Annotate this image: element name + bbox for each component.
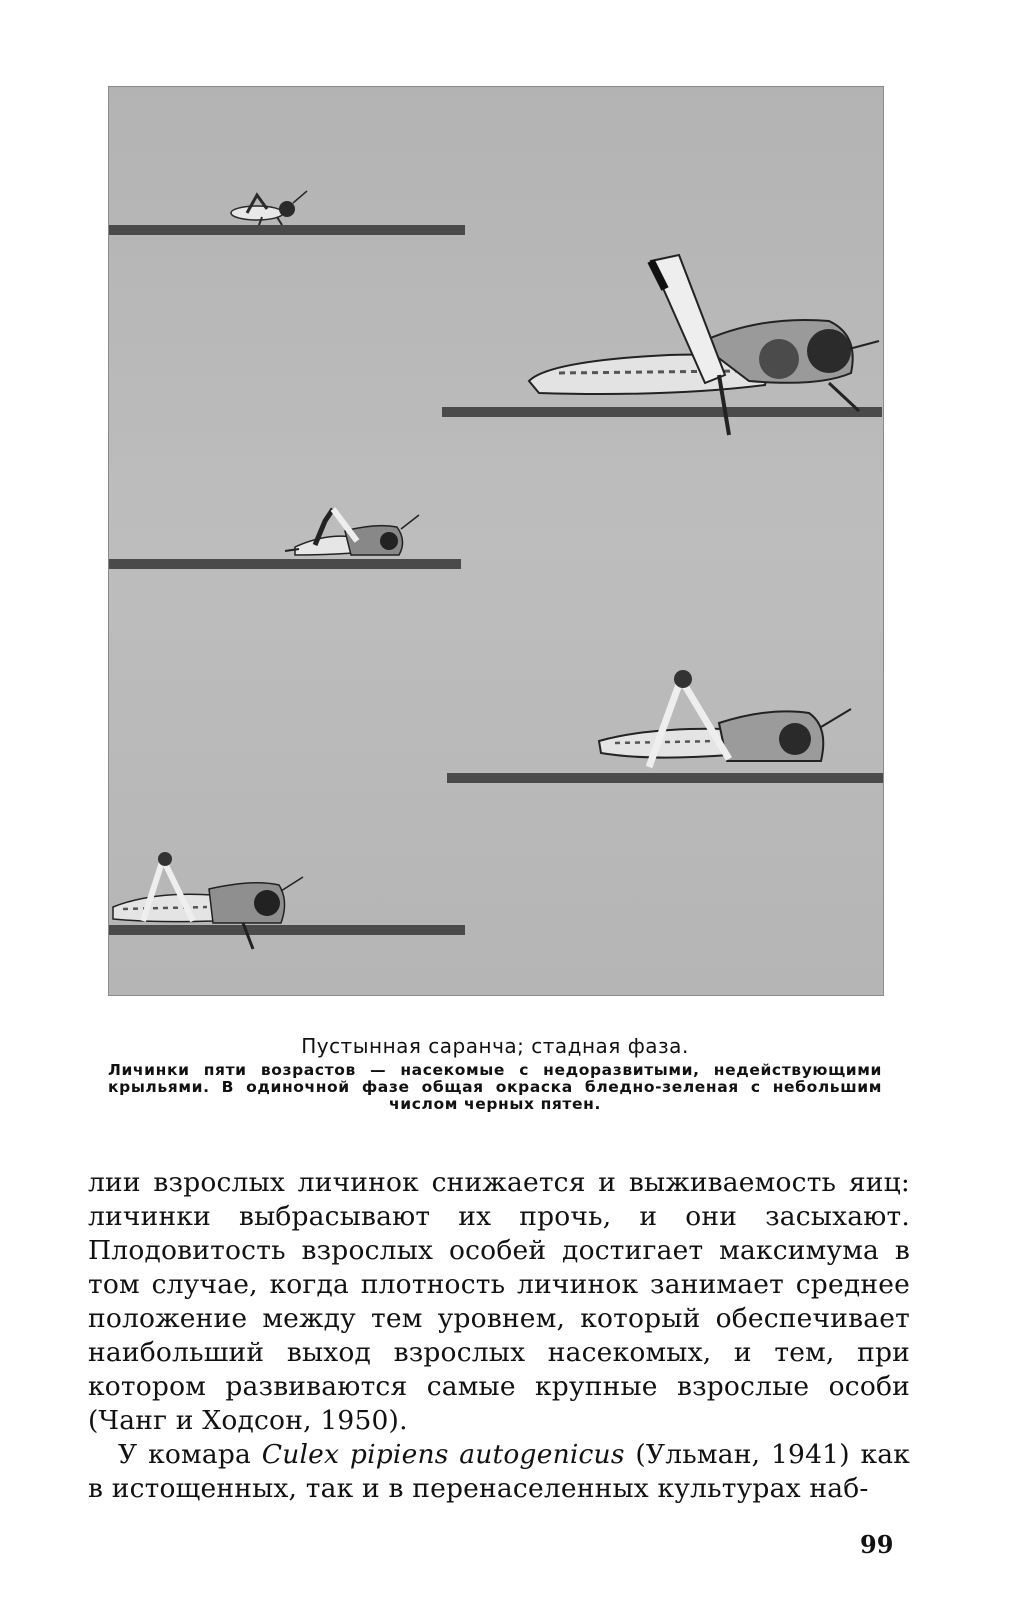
perch-5	[109, 925, 465, 935]
body-text	[88, 1166, 910, 1506]
locust-nymphs-image	[109, 87, 883, 995]
page-number: 99	[860, 1530, 894, 1559]
figure-caption-text: Личинки пяти возрастов — насекомые с недоразвитыми, недействующими крыльями. В одиночной фазе общая окраска бледно-зеленая с небольшим числом черных пятен.	[108, 1061, 882, 1113]
paragraph-2-end: (Ульман, 1941) как в истощенных, так и в перенаселенных культурах наб-	[88, 1439, 910, 1504]
paragraph-1: лии взрослых личинок снижается и выживаемость яиц: личинки выбрасывают их прочь, и они засыхают. Плодовитость взрослых особей достигает максимума в том случае, когда плотность личинок занимает среднее положение между тем уровнем, который обеспечивает наибольший выход взрослых насекомых, и тем, при котором развиваются самые крупные взрослые особи (Чанг и Ходсон, 1950).	[88, 1167, 910, 1436]
paragraph-2-start: У комара	[118, 1439, 262, 1470]
perch-2	[442, 407, 882, 417]
perch-3	[109, 559, 461, 569]
species-name: Culex pipiens autogenicus	[261, 1439, 625, 1470]
perch-4	[447, 773, 883, 783]
perch-1	[109, 225, 465, 235]
locust-photo	[108, 86, 884, 996]
paragraph-2	[88, 1438, 910, 1506]
figure-caption-title: Пустынная саранча; стадная фаза.	[301, 1034, 689, 1058]
